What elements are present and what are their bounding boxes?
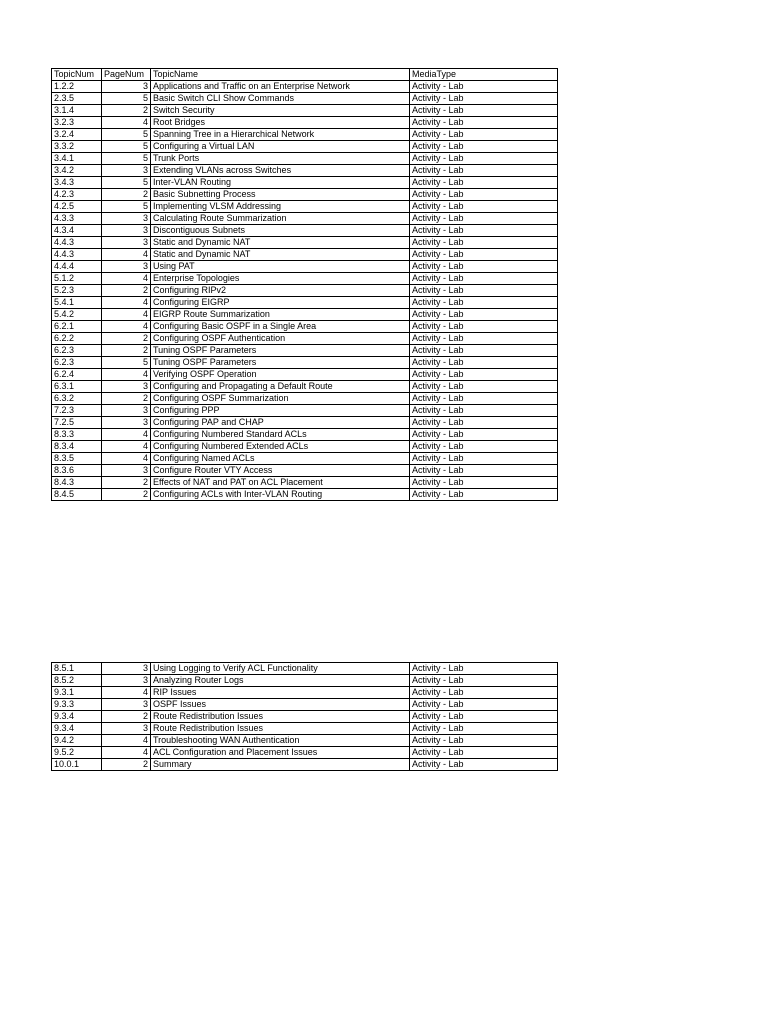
topic-num-cell: 8.5.1: [52, 663, 102, 675]
page-num-cell: 4: [102, 687, 151, 699]
table-row: [52, 441, 558, 453]
media-type-cell: Activity - Lab: [410, 699, 558, 711]
table-row: [52, 141, 558, 153]
table-row: [52, 453, 558, 465]
page-num-cell: 5: [102, 177, 151, 189]
table-row: [52, 273, 558, 285]
page-num-cell: 2: [102, 105, 151, 117]
table-row: [52, 297, 558, 309]
page-num-cell: 3: [102, 465, 151, 477]
page-num-cell: 5: [102, 129, 151, 141]
media-type-cell: Activity - Lab: [410, 345, 558, 357]
page-num-cell: 4: [102, 453, 151, 465]
topic-name-cell: Configuring Numbered Standard ACLs: [151, 429, 410, 441]
page-num-cell: 4: [102, 735, 151, 747]
media-type-cell: Activity - Lab: [410, 453, 558, 465]
table-row: [52, 381, 558, 393]
media-type-cell: Activity - Lab: [410, 273, 558, 285]
topic-num-cell: 8.5.2: [52, 675, 102, 687]
topic-name-cell: OSPF Issues: [151, 699, 410, 711]
topic-num-cell: 6.3.2: [52, 393, 102, 405]
topic-name-cell: Tuning OSPF Parameters: [151, 357, 410, 369]
media-type-cell: Activity - Lab: [410, 723, 558, 735]
topic-name-cell: EIGRP Route Summarization: [151, 309, 410, 321]
media-type-cell: Activity - Lab: [410, 249, 558, 261]
page-num-cell: 2: [102, 345, 151, 357]
page-num-cell: 5: [102, 153, 151, 165]
topic-num-cell: 3.4.1: [52, 153, 102, 165]
topic-num-cell: 9.5.2: [52, 747, 102, 759]
table-row: [52, 309, 558, 321]
page-num-cell: 5: [102, 357, 151, 369]
topic-num-cell: 4.3.4: [52, 225, 102, 237]
table-row: [52, 117, 558, 129]
media-type-cell: Activity - Lab: [410, 189, 558, 201]
table-row: [52, 687, 558, 699]
media-type-cell: Activity - Lab: [410, 309, 558, 321]
media-type-cell: Activity - Lab: [410, 117, 558, 129]
topic-name-cell: Spanning Tree in a Hierarchical Network: [151, 129, 410, 141]
topic-num-cell: 6.2.1: [52, 321, 102, 333]
media-type-cell: Activity - Lab: [410, 237, 558, 249]
topic-name-cell: Effects of NAT and PAT on ACL Placement: [151, 477, 410, 489]
topic-name-cell: Discontiguous Subnets: [151, 225, 410, 237]
table-row: [52, 153, 558, 165]
topic-name-cell: Summary: [151, 759, 410, 771]
media-type-cell: Activity - Lab: [410, 225, 558, 237]
page-num-cell: 4: [102, 321, 151, 333]
table-row: [52, 93, 558, 105]
topic-num-cell: 9.3.4: [52, 711, 102, 723]
topic-name-cell: Implementing VLSM Addressing: [151, 201, 410, 213]
page-num-cell: 3: [102, 675, 151, 687]
topic-name-cell: Using PAT: [151, 261, 410, 273]
topic-num-cell: 5.1.2: [52, 273, 102, 285]
topic-name-cell: Troubleshooting WAN Authentication: [151, 735, 410, 747]
media-type-cell: Activity - Lab: [410, 177, 558, 189]
topic-name-cell: RIP Issues: [151, 687, 410, 699]
topic-name-cell: Analyzing Router Logs: [151, 675, 410, 687]
topic-num-cell: 9.3.1: [52, 687, 102, 699]
media-type-cell: Activity - Lab: [410, 675, 558, 687]
page-num-cell: 3: [102, 237, 151, 249]
table-row: [52, 129, 558, 141]
media-type-cell: Activity - Lab: [410, 165, 558, 177]
page-num-cell: 3: [102, 699, 151, 711]
media-type-cell: Activity - Lab: [410, 153, 558, 165]
topic-name-cell: Configure Router VTY Access: [151, 465, 410, 477]
topic-name-cell: Tuning OSPF Parameters: [151, 345, 410, 357]
page-num-cell: 3: [102, 405, 151, 417]
topic-name-cell: Enterprise Topologies: [151, 273, 410, 285]
page-num-cell: 3: [102, 225, 151, 237]
media-type-cell: Activity - Lab: [410, 405, 558, 417]
topic-table-2: [51, 662, 558, 771]
media-type-cell: Activity - Lab: [410, 105, 558, 117]
page-num-cell: 2: [102, 333, 151, 345]
topic-name-cell: Configuring Named ACLs: [151, 453, 410, 465]
page-num-cell: 3: [102, 213, 151, 225]
topic-num-cell: 9.3.4: [52, 723, 102, 735]
table-row: [52, 759, 558, 771]
table-row: [52, 723, 558, 735]
topic-num-cell: 6.2.3: [52, 357, 102, 369]
topic-num-cell: 4.2.3: [52, 189, 102, 201]
table-row: [52, 429, 558, 441]
topic-num-cell: 6.2.2: [52, 333, 102, 345]
page-num-cell: 4: [102, 297, 151, 309]
media-type-cell: Activity - Lab: [410, 735, 558, 747]
page-num-cell: 2: [102, 285, 151, 297]
topic-name-cell: Static and Dynamic NAT: [151, 249, 410, 261]
topic-num-cell: 3.4.2: [52, 165, 102, 177]
table-row: [52, 465, 558, 477]
table-row: [52, 735, 558, 747]
page-num-cell: 3: [102, 723, 151, 735]
media-type-cell: Activity - Lab: [410, 441, 558, 453]
page-num-cell: 3: [102, 81, 151, 93]
topic-num-cell: 5.2.3: [52, 285, 102, 297]
table-row: [52, 225, 558, 237]
topic-name-cell: Calculating Route Summarization: [151, 213, 410, 225]
topic-num-cell: 10.0.1: [52, 759, 102, 771]
topic-num-cell: 8.3.4: [52, 441, 102, 453]
table-row: [52, 249, 558, 261]
page-num-cell: 2: [102, 711, 151, 723]
media-type-cell: Activity - Lab: [410, 321, 558, 333]
table-row: [52, 405, 558, 417]
table-row: [52, 201, 558, 213]
media-type-cell: Activity - Lab: [410, 663, 558, 675]
table-row: [52, 321, 558, 333]
topic-num-cell: 9.4.2: [52, 735, 102, 747]
column-header: PageNum: [102, 69, 151, 81]
page-num-cell: 4: [102, 441, 151, 453]
topic-num-cell: 3.2.4: [52, 129, 102, 141]
topic-name-cell: ACL Configuration and Placement Issues: [151, 747, 410, 759]
media-type-cell: Activity - Lab: [410, 759, 558, 771]
topic-num-cell: 4.4.3: [52, 249, 102, 261]
table-row: [52, 165, 558, 177]
media-type-cell: Activity - Lab: [410, 333, 558, 345]
header-row: [52, 69, 558, 81]
topic-name-cell: Configuring OSPF Authentication: [151, 333, 410, 345]
media-type-cell: Activity - Lab: [410, 129, 558, 141]
table-row: [52, 393, 558, 405]
topic-name-cell: Basic Switch CLI Show Commands: [151, 93, 410, 105]
topic-num-cell: 4.4.3: [52, 237, 102, 249]
topic-name-cell: Configuring Numbered Extended ACLs: [151, 441, 410, 453]
table-row: [52, 333, 558, 345]
topic-name-cell: Trunk Ports: [151, 153, 410, 165]
table-row: [52, 237, 558, 249]
media-type-cell: Activity - Lab: [410, 393, 558, 405]
table-row: [52, 747, 558, 759]
page-num-cell: 2: [102, 489, 151, 501]
topic-num-cell: 8.3.3: [52, 429, 102, 441]
media-type-cell: Activity - Lab: [410, 711, 558, 723]
media-type-cell: Activity - Lab: [410, 417, 558, 429]
media-type-cell: Activity - Lab: [410, 261, 558, 273]
page-num-cell: 4: [102, 429, 151, 441]
page-num-cell: 2: [102, 189, 151, 201]
topic-name-cell: Switch Security: [151, 105, 410, 117]
media-type-cell: Activity - Lab: [410, 285, 558, 297]
media-type-cell: Activity - Lab: [410, 369, 558, 381]
topic-name-cell: Configuring RIPv2: [151, 285, 410, 297]
topic-name-cell: Configuring PPP: [151, 405, 410, 417]
table-row: [52, 675, 558, 687]
page-num-cell: 4: [102, 747, 151, 759]
topic-num-cell: 3.3.2: [52, 141, 102, 153]
page-num-cell: 2: [102, 477, 151, 489]
topic-num-cell: 7.2.5: [52, 417, 102, 429]
page-num-cell: 2: [102, 759, 151, 771]
page-num-cell: 5: [102, 93, 151, 105]
table-row: [52, 189, 558, 201]
media-type-cell: Activity - Lab: [410, 81, 558, 93]
page-num-cell: 3: [102, 417, 151, 429]
table-row: [52, 489, 558, 501]
page-num-cell: 4: [102, 309, 151, 321]
topic-name-cell: Configuring EIGRP: [151, 297, 410, 309]
topic-num-cell: 8.4.3: [52, 477, 102, 489]
media-type-cell: Activity - Lab: [410, 747, 558, 759]
topic-name-cell: Route Redistribution Issues: [151, 711, 410, 723]
topic-name-cell: Verifying OSPF Operation: [151, 369, 410, 381]
topic-num-cell: 4.4.4: [52, 261, 102, 273]
topic-name-cell: Basic Subnetting Process: [151, 189, 410, 201]
table-row: [52, 105, 558, 117]
table-row: [52, 663, 558, 675]
page-num-cell: 2: [102, 393, 151, 405]
topic-name-cell: Configuring OSPF Summarization: [151, 393, 410, 405]
page-num-cell: 4: [102, 117, 151, 129]
page-num-cell: 5: [102, 201, 151, 213]
table-row: [52, 345, 558, 357]
topic-name-cell: Configuring and Propagating a Default Route: [151, 381, 410, 393]
page-num-cell: 4: [102, 249, 151, 261]
topic-name-cell: Applications and Traffic on an Enterprise Network: [151, 81, 410, 93]
topic-num-cell: 8.3.6: [52, 465, 102, 477]
table-row: [52, 699, 558, 711]
column-header: TopicName: [151, 69, 410, 81]
media-type-cell: Activity - Lab: [410, 213, 558, 225]
media-type-cell: Activity - Lab: [410, 477, 558, 489]
topic-num-cell: 3.2.3: [52, 117, 102, 129]
media-type-cell: Activity - Lab: [410, 429, 558, 441]
topic-name-cell: Configuring PAP and CHAP: [151, 417, 410, 429]
table-row: [52, 357, 558, 369]
topic-num-cell: 8.4.5: [52, 489, 102, 501]
table-row: [52, 285, 558, 297]
table-row: [52, 261, 558, 273]
table-row: [52, 81, 558, 93]
media-type-cell: Activity - Lab: [410, 687, 558, 699]
table-row: [52, 417, 558, 429]
media-type-cell: Activity - Lab: [410, 297, 558, 309]
topic-num-cell: 4.2.5: [52, 201, 102, 213]
topic-num-cell: 5.4.2: [52, 309, 102, 321]
topic-num-cell: 8.3.5: [52, 453, 102, 465]
topic-name-cell: Inter-VLAN Routing: [151, 177, 410, 189]
topic-num-cell: 6.2.3: [52, 345, 102, 357]
topic-num-cell: 6.2.4: [52, 369, 102, 381]
table-row: [52, 711, 558, 723]
topic-table-1: [51, 68, 558, 501]
page-num-cell: 3: [102, 663, 151, 675]
topic-name-cell: Using Logging to Verify ACL Functionality: [151, 663, 410, 675]
media-type-cell: Activity - Lab: [410, 489, 558, 501]
column-header: MediaType: [410, 69, 558, 81]
topic-name-cell: Route Redistribution Issues: [151, 723, 410, 735]
table-row: [52, 477, 558, 489]
topic-num-cell: 3.4.3: [52, 177, 102, 189]
topic-num-cell: 1.2.2: [52, 81, 102, 93]
media-type-cell: Activity - Lab: [410, 141, 558, 153]
media-type-cell: Activity - Lab: [410, 381, 558, 393]
topic-name-cell: Configuring a Virtual LAN: [151, 141, 410, 153]
media-type-cell: Activity - Lab: [410, 465, 558, 477]
media-type-cell: Activity - Lab: [410, 357, 558, 369]
topic-num-cell: 7.2.3: [52, 405, 102, 417]
page-num-cell: 4: [102, 369, 151, 381]
page-num-cell: 3: [102, 261, 151, 273]
topic-name-cell: Static and Dynamic NAT: [151, 237, 410, 249]
page-num-cell: 3: [102, 381, 151, 393]
table-row: [52, 213, 558, 225]
topic-name-cell: Extending VLANs across Switches: [151, 165, 410, 177]
topic-num-cell: 6.3.1: [52, 381, 102, 393]
topic-num-cell: 2.3.5: [52, 93, 102, 105]
topic-name-cell: Root Bridges: [151, 117, 410, 129]
media-type-cell: Activity - Lab: [410, 93, 558, 105]
page-num-cell: 3: [102, 165, 151, 177]
topic-name-cell: Configuring Basic OSPF in a Single Area: [151, 321, 410, 333]
topic-num-cell: 5.4.1: [52, 297, 102, 309]
topic-num-cell: 4.3.3: [52, 213, 102, 225]
topic-num-cell: 3.1.4: [52, 105, 102, 117]
page-num-cell: 4: [102, 273, 151, 285]
topic-num-cell: 9.3.3: [52, 699, 102, 711]
column-header: TopicNum: [52, 69, 102, 81]
page-num-cell: 5: [102, 141, 151, 153]
media-type-cell: Activity - Lab: [410, 201, 558, 213]
topic-name-cell: Configuring ACLs with Inter-VLAN Routing: [151, 489, 410, 501]
table-row: [52, 369, 558, 381]
table-row: [52, 177, 558, 189]
